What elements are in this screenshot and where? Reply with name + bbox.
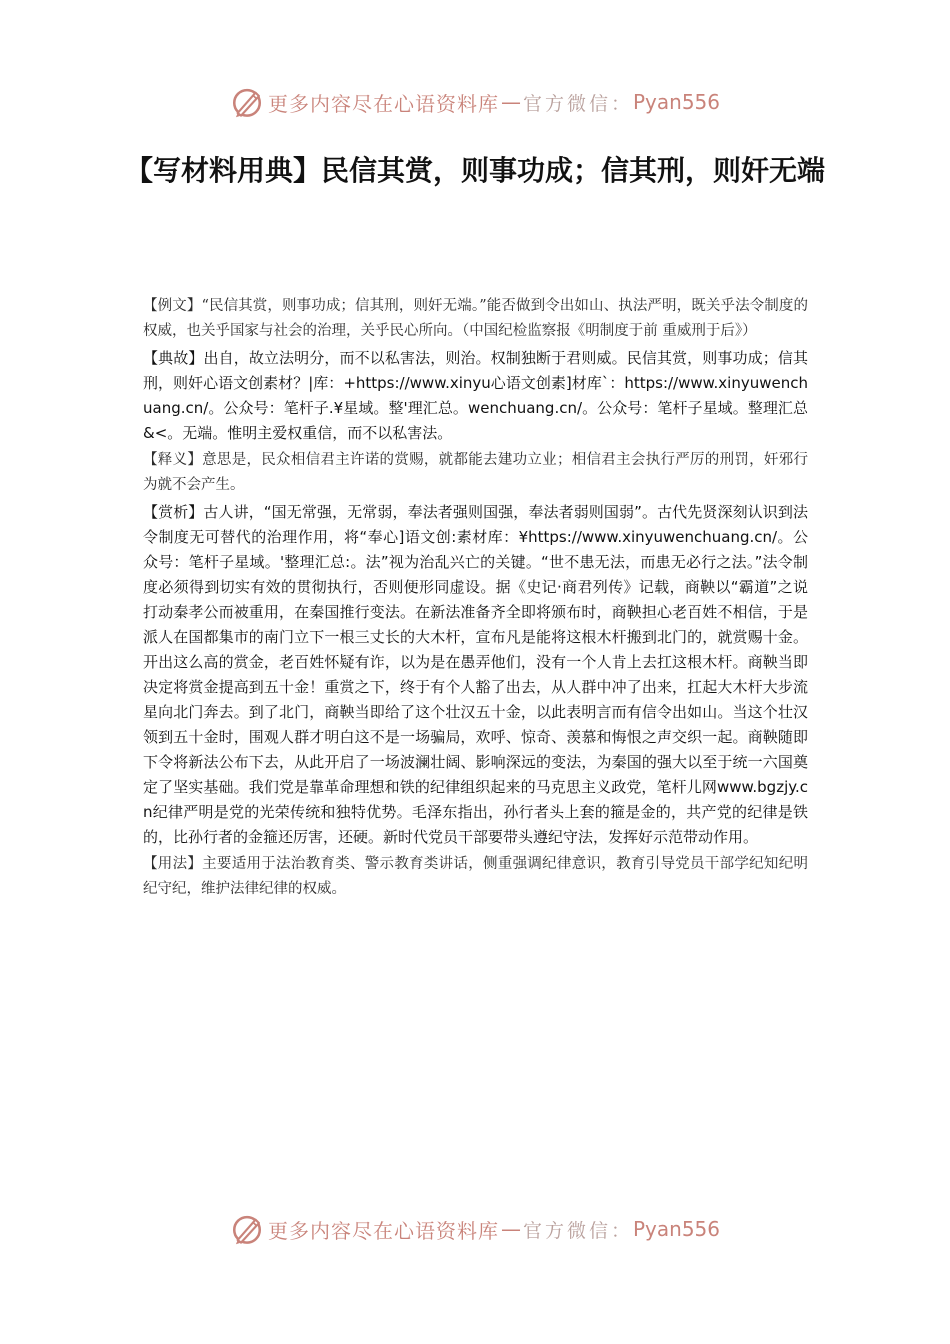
section-meaning [143, 448, 808, 498]
banner-separator: — [500, 90, 521, 114]
section-allusion [143, 346, 808, 446]
banner-text: 更多内容尽在心语资料库 [267, 1218, 499, 1243]
section-example [143, 294, 808, 344]
banner-wechat-id: Pyan556 [633, 90, 721, 114]
section-text: 出自，故立法明分，而不以私害法，则治。权制独断于君则威。民信其赏，则事功成；信其刑，则奸心语文创素材？|库：+https://www.xinyu心语文创素]材库`：https://www.xinyuwenchuang.cn/。公众号：笔杆子.¥星域。整'理汇总。wenchuang.cn/。公众号：笔杆子星域。整理汇总&<。无端。惟明主爱权重信，而不以私害法。 [143, 349, 808, 442]
section-usage [143, 852, 808, 902]
section-tag: 【例文】 [143, 298, 202, 314]
section-text: 主要适用于法治教育类、警示教育类讲话，侧重强调纪律意识，教育引导党员干部学纪知纪明纪守纪，维护法律纪律的权威。 [143, 856, 809, 897]
section-appreciation [143, 500, 808, 850]
page-title: 【写材料用典】民信其赏，则事功成；信其刑，则奸无端 [124, 154, 825, 187]
section-tag: 【典故】 [143, 349, 204, 367]
section-text: 意思是，民众相信君主许诺的赏赐，就都能去建功立业；相信君主会执行严厉的刑罚，奸邪行为就不会产生。 [143, 452, 809, 493]
section-text: 古人讲，“国无常强，无常弱，奉法者强则国强，奉法者弱则国弱”。古代先贤深刻认识到法令制度无可替代的治理作用，将“奉心]语文创:素材库：¥https://www.xinyuwenchuang.cn/。公众号：笔杆子星域。'整理汇总:。法”视为治乱兴亡的关键。“世不患无法，而患无必行之法。”法令制度必须得到切实有效的贯彻执行，否则便形同虚设。据《史记·商君列传》记载，商鞅以“霸道”之说打动秦孝公而被重用，在秦国推行变法。在新法准备齐全即将颁布时，商鞅担心老百姓不相信，于是派人在国都集市的南门立下一根三丈长的大木杆，宣布凡是能将这根木杆搬到北门的，就赏赐十金。开出这么高的赏金，老百姓怀疑有诈，以为是在愚弄他们，没有一个人肯上去扛这根木杆。商鞅当即决定将赏金提高到五十金！重赏之下，终于有个人豁了出去，从人群中冲了出来，扛起大木杆大步流星向北门奔去。到了北门，商鞅当即给了这个壮汉五十金，以此表明言而有信令出如山。当这个壮汉领到五十金时，围观人群才明白这不是一场骗局，欢呼、惊奇、羡慕和悔恨之声交织一起。商鞅随即下令将新法公布下去，从此开启了一场波澜壮阔、影响深远的变法，为秦国的强大以至于统一六国奠定了坚实基础。我们党是靠革命理想和铁的纪律组织起来的马克思主义政党，笔杆儿网www.bgzjy.cn纪律严明是党的光荣传统和独特优势。毛泽东指出，孙行者头上套的箍是金的，共产党的纪律是铁的，比孙行者的金箍还厉害，还硬。新时代党员干部要带头遵纪守法，发挥好示范带动作用。 [143, 503, 808, 846]
banner-label: 官方微信： [522, 1219, 633, 1242]
banner-separator: — [500, 1217, 521, 1241]
article-body [143, 294, 808, 904]
section-text: “民信其赏，则事功成；信其刑，则奸无端。”能否做到令出如山、执法严明，既关乎法令制度的权威，也关乎国家与社会的治理，关乎民心所向。（中国纪检监察报《明制度于前 重威刑于后》） [143, 298, 809, 339]
banner-wechat-id: Pyan556 [633, 1217, 721, 1241]
banner-label: 官方微信： [522, 92, 633, 115]
section-tag: 【释义】 [143, 452, 203, 468]
header-banner [0, 82, 950, 122]
section-tag: 【赏析】 [143, 503, 204, 521]
banner-text: 更多内容尽在心语资料库 [267, 91, 499, 116]
pen-logo-icon [230, 1212, 264, 1246]
section-tag: 【用法】 [143, 856, 203, 872]
pen-logo-icon [230, 85, 264, 119]
footer-banner [0, 1209, 950, 1249]
